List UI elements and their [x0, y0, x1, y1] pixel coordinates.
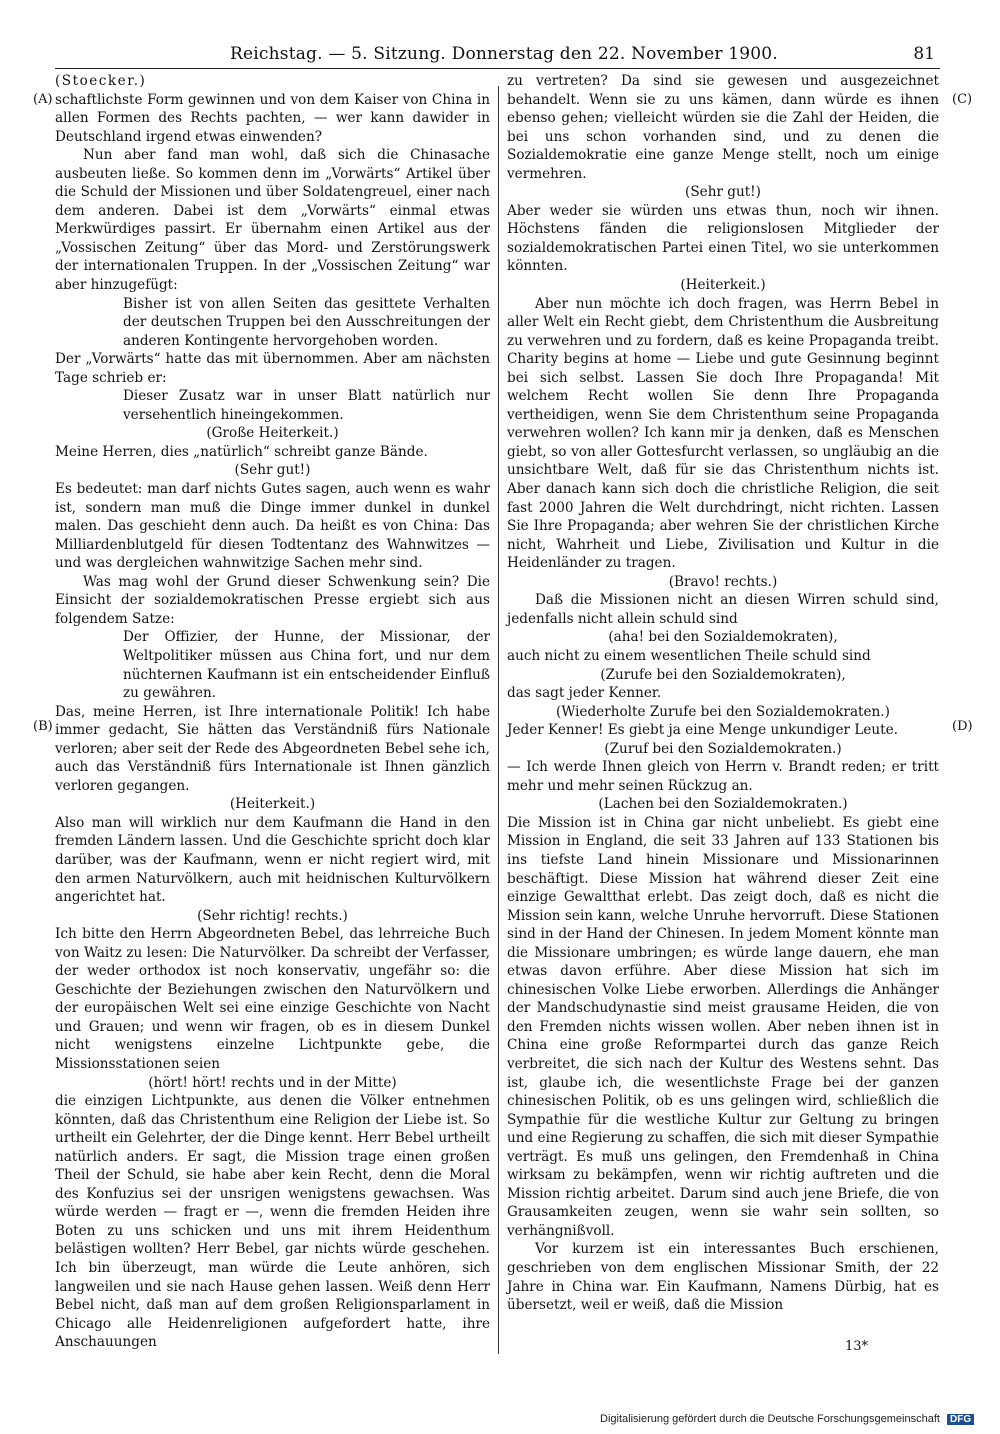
interjection: (Wiederholte Zurufe bei den Sozialdemokraten.)	[556, 703, 890, 720]
quotation: Bisher ist von allen Seiten das gesittete Verhalten der deutschen Truppen bei den Ausschreitungen der anderen Kontingente hervorgehoben worden.	[123, 295, 490, 349]
dfg-logo: DFG	[947, 1414, 974, 1425]
margin-mark-a: (A)	[33, 92, 53, 107]
paragraph: Daß die Missionen nicht an diesen Wirren schuld sind, jedenfalls nicht allein schuld sind	[507, 592, 939, 627]
interjection: (Heiterkeit.)	[680, 277, 766, 294]
interjection: (Zurufe bei den Sozialdemokraten),	[600, 666, 846, 683]
speaker-name: (Stoecker.)	[55, 73, 147, 89]
footer	[600, 1413, 974, 1425]
quotation: Dieser Zusatz war in unser Blatt natürlich nur versehentlich hineingekommen.	[123, 388, 490, 423]
paragraph: Vor kurzem ist ein interessantes Buch erschienen, geschrieben von dem englischen Missionar Smith, der 22 Jahre in China war. Ein Kaufmann, Namens Dürbig, hat es übersetzt, weil er weiß, daß die Mission	[507, 1241, 939, 1314]
paragraph: das sagt jeder Kenner.	[507, 685, 662, 702]
paragraph: Meine Herren, dies „natürlich“ schreibt ganze Bände.	[55, 443, 428, 460]
interjection: (Sehr gut!)	[234, 462, 311, 479]
paragraph: Nun aber fand man wohl, daß sich die Chinasache ausbeuten ließe. So kommen denn im „Vorwärts“ Artikel über die Schuld der Missionen und über Soldatengreuel, einer nach dem anderen. Dabei ist dem „Vorwärts“ einmal etwas Merkwürdiges passirt. Er übernahm einen Artikel aus der „Vossischen Zeitung“ über das Mord- und Zerstörungswerk der internationalen Truppen. In der „Vossischen Zeitung“ war aber hinzugefügt:	[55, 147, 490, 294]
interjection: (Heiterkeit.)	[229, 796, 316, 813]
interjection: (hört! hört! rechts und in der Mitte)	[148, 1074, 397, 1091]
digitization-credit: Digitalisierung gefördert durch die Deutsche Forschungsgemeinschaft	[600, 1413, 940, 1425]
running-title: Reichstag. — 5. Sitzung. Donnerstag den 22. November 1900.	[230, 44, 778, 64]
paragraph: auch nicht zu einem wesentlichen Theile schuld sind	[507, 647, 871, 664]
left-column	[55, 72, 490, 1352]
paragraph: Jeder Kenner! Es giebt ja eine Menge unkundiger Leute.	[507, 722, 898, 739]
paragraph: Aber nun möchte ich doch fragen, was Herrn Bebel in aller Welt ein Recht giebt, dem Christenthum die Ausbreitung zu verwehren und zu fordern, daß es keine Propaganda treibt. Charity begins at home — Liebe und gute Gesinnung beginnt bei sich selbst. Lassen Sie doch Ihre Propaganda! Mit welchem Recht wollen Sie denn Ihre Propaganda vertheidigen, wenn Sie dem Christenthum seine Propaganda verwehren wollen? Ich kann mir ja denken, daß es Menschen giebt, so von aller Gottesfurcht verlassen, so ungläubig an die unsichtbare Welt, daß für sie das Christenthum nichts ist. Aber danach kann sich doch die christliche Religion, die seit fast 2000 Jahren die Welt durchdringt, nicht richten. Lassen Sie Ihre Propaganda; aber wehren Sie der christlichen Kirche nicht, Wahrheit und Liebe, Zivilisation und Kultur in die Heidenländer zu tragen.	[507, 295, 939, 572]
paragraph: Der „Vorwärts“ hatte das mit übernommen. Aber am nächsten Tage schrieb er:	[55, 351, 490, 386]
interjection: (Zuruf bei den Sozialdemokraten.)	[604, 740, 842, 757]
paragraph: zu vertreten? Da sind sie gewesen und ausgezeichnet behandelt. Wenn sie zu uns kämen, dann würde es ihnen ebenso gehen; vielleicht würden sie die Zahl der Heiden, die bei uns schon vorhanden sind, und zu denen die Sozialdemokratie eine ganze Menge stellt, noch um einige vermehren.	[507, 73, 939, 182]
interjection: (Sehr gut!)	[685, 184, 761, 201]
quotation: Der Offizier, der Hunne, der Missionar, der Weltpolitiker müssen aus China fort, und nur dem nüchternen Kaufmann ist ein entscheidender Einfluß zu gewähren.	[123, 629, 490, 702]
paragraph: Aber weder sie würden uns etwas thun, noch wir ihnen. Höchstens fänden die religionslosen Mitglieder der sozialdemokratischen Partei einen Titel, wo sie unterkommen könnten.	[507, 202, 939, 275]
column-divider	[498, 86, 499, 1354]
paragraph: Also man will wirklich nur dem Kaufmann die Hand in den fremden Ländern lassen. Und die Geschichte spricht doch klar darüber, was der Kaufmann, wenn er nicht regiert wird, mit den armen Naturvölkern, auch mit heidnischen Kulturvölkern angerichtet hat.	[55, 814, 490, 906]
margin-mark-b: (B)	[33, 719, 53, 734]
paragraph: schaftlichste Form gewinnen und von dem Kaiser von China in allen Formen des Rechts pachten, — wer kann dawider in Deutschland irgend etwas einwenden?	[55, 91, 490, 145]
interjection: (Lachen bei den Sozialdemokraten.)	[598, 796, 848, 813]
paragraph: Was mag wohl der Grund dieser Schwenkung sein? Die Einsicht der sozialdemokratischen Presse ergiebt sich aus folgendem Satze:	[55, 573, 490, 627]
page-number: 81	[913, 44, 935, 64]
paragraph: — Ich werde Ihnen gleich von Herrn v. Brandt reden; er tritt mehr und mehr seinen Rückzug an.	[507, 759, 939, 794]
paragraph: Das, meine Herren, ist Ihre internationale Politik! Ich habe immer gedacht, Sie hätten das Verständniß fürs Nationale verloren; aber seit der Rede des Abgeordneten Bebel sehe ich, auch das Verständniß fürs Internationale ist Ihnen gänzlich verloren gegangen.	[55, 703, 490, 794]
header-rule	[55, 68, 940, 69]
interjection: (Sehr richtig! rechts.)	[197, 907, 348, 924]
margin-mark-c: (C)	[952, 92, 973, 107]
interjection: (Bravo! rechts.)	[668, 573, 778, 590]
margin-mark-d: (D)	[952, 719, 973, 734]
right-column	[507, 72, 939, 1315]
signature-mark: 13*	[845, 1339, 869, 1354]
interjection: (Große Heiterkeit.)	[206, 425, 339, 442]
paragraph: die einzigen Lichtpunkte, aus denen die Völker entnehmen könnten, daß das Christenthum eine Religion der Liebe ist. So urtheilt ein Gelehrter, der die Dinge kennt. Herr Bebel urtheilt natürlich anders. Er sagt, die Mission trage einen großen Theil der Schuld, sie habe aber kein Recht, denn die Moral des Konfuzius sei der unsrigen wenigstens gewachsen. Was würde werden — fragt er —, wenn die fremden Heiden ihre Boten zu uns schicken und uns mit ihrem Heidenthum belästigen wollten? Herr Bebel, gar nichts würde geschehen. Ich bin überzeugt, man würde die Leute anhören, sich langweilen und sie nach Hause gehen lassen. Weiß denn Herr Bebel nicht, daß man auf dem großen Religionsparlament in Chicago alle Heidenreligionen aufgefordert hatte, ihre Anschauungen	[55, 1093, 490, 1351]
paragraph: Ich bitte den Herrn Abgeordneten Bebel, das lehrreiche Buch von Waitz zu lesen: Die Naturvölker. Da schreibt der Verfasser, der weder orthodox ist noch konservativ, ungefähr so: die Geschichte der Beziehungen zwischen den Naturvölkern und der europäischen Welt sei eine einzige Geschichte von Nacht und Grauen; und wenn wir fragen, ob es in diesem Dunkel nicht wenigstens einzelne Lichtpunkte gebe, die Missionsstationen seien	[55, 926, 490, 1072]
paragraph: Die Mission ist in China gar nicht unbeliebt. Es giebt eine Mission in England, die seit 33 Jahren auf 133 Stationen bis ins tiefste Land hinein Missionare und Missionarinnen beschäftigt. Diese Mission hat während dieser Zeit eine einzige Gewaltthat erlebt. Das zeigt doch, daß es nicht die Mission sein kann, welche Unruhe hervorruft. Diese Stationen sind in der Hand der Chinesen. In jedem Moment könnte man die Missionare umbringen; es würde lange dauern, ehe man etwas davon erführe. Aber diese Mission hat sich im chinesischen Volke Liebe erworben. Allerdings die Anhänger der Mandschudynastie sind meist grausame Heiden, die von den Fremden nichts wissen wollen. Aber neben ihnen ist in China eine große Reformpartei durch das ganze Reich verbreitet, die sich nach der Kultur des Westens sehnt. Das ist, glaube ich, die wesentlichste Frage bei der ganzen chinesischen Politik, ob es uns gelingen wird, schließlich die Sympathie für die westliche Kultur zur Geltung zu bringen und eine Regierung zu schaffen, die sich mit dieser Sympathie verträgt. Es muß uns gelingen, den Fremdenhaß in China wirksam zu bekämpfen, wenn wir richtig auftreten und die Mission richtig arbeitet. Darum sind auch jene Briefe, die von Grausamkeiten zeugen, wenn sie wahr sein sollten, so verhängnißvoll.	[507, 814, 939, 1239]
paragraph: Es bedeutet: man darf nichts Gutes sagen, auch wenn es wahr ist, sondern man muß die Dinge immer dunkel in dunkel malen. Das geschieht denn auch. Da heißt es von China: Das Milliardenblutgeld für diesen Todtentanz des Wahnwitzes — und was dergleichen wahnwitzige Sachen mehr sind.	[55, 481, 490, 572]
interjection: (aha! bei den Sozialdemokraten),	[608, 629, 838, 646]
